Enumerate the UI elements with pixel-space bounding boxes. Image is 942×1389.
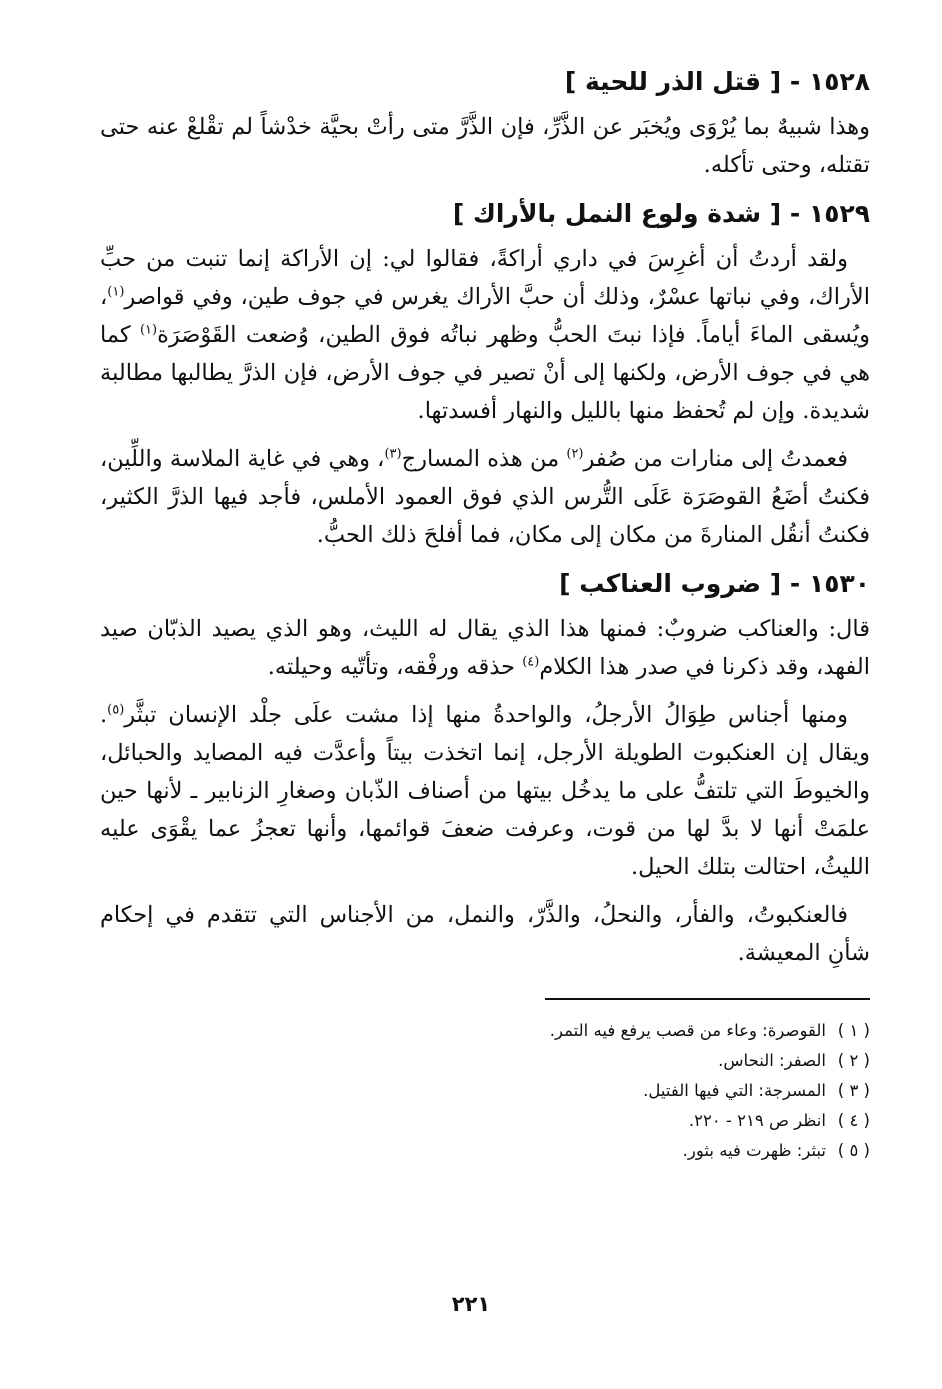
- section-1528: [100, 62, 870, 184]
- paragraph-text: من هذه المسارج: [401, 446, 567, 472]
- footnote-number: ( ٢ ): [837, 1051, 870, 1070]
- footnote-text: الصفر: النحاس.: [718, 1051, 826, 1070]
- paragraph-text: . ويقال إن العنكبوت الطويلة الأرجل، إنما اتخذت بيتاً وأعدَّت فيه المصايد والحبائل، والخيوطَ التي تلتفُّ على ما يدخُل بيتها من أصناف الذّبان وصغارِ الزنابير ـ لأنها حين علمَتْ أنها لا بدَّ لها من قوت، وعرفت ضعفَ قوائمها، وأنها تعجزُ عما يقْوَى عليه الليثُ، احتالت بتلك الحيل.: [100, 702, 870, 880]
- footnote: [100, 1106, 870, 1136]
- section-heading: ١٥٢٩ - [ شدة ولوع النمل بالأراك ]: [452, 199, 870, 228]
- footnote: [100, 1016, 870, 1046]
- footnote: [100, 1076, 870, 1106]
- paragraph-text: ، وهي في غاية الملاسة واللِّين، فكنتُ أضَعُ القوصَرَة عَلَى التُّرس الذي فوق العمود الأملس، فأجد فيها الذرَّ الكثير، فكنتُ أنقُل المنارةَ من مكان إلى مكان، فما أفلحَ ذلك الحبُّ.: [100, 446, 870, 548]
- paragraph: وهذا شبيهٌ بما يُرْوَى ويُخبَر عن الذَّرِّ، فإن الذَّرَّ متى رأتْ بحيَّة خدْشاً لم تقْلعْ عنه حتى تقتله، وحتى تأكله.: [100, 114, 870, 178]
- section-1530: [100, 564, 870, 972]
- section-heading: ١٥٣٠ - [ ضروب العناكب ]: [559, 569, 870, 598]
- footnote-ref: (٥): [107, 702, 125, 718]
- paragraph-text: ومنها أجناس طِوَالُ الأرجلُ، والواحدةُ منها إذا مشت علَى جلْد الإنسان تبثَّر: [124, 702, 848, 728]
- paragraph: فالعنكبوتُ، والفأر، والنحلُ، والذَّرّ، والنمل، من الأجناس التي تتقدم في إحكام شأنِ المعيشة.: [100, 902, 870, 966]
- paragraph: [100, 240, 870, 430]
- paragraph-text: فعمدتُ إلى منارات من صُفر: [583, 446, 848, 472]
- paragraph-text: ، ويُسقى الماءَ أياماً. فإذا نبتَ الحبُّ وظهر نباتُه فوق الطين، وُضعت القَوْصَرَة: [100, 284, 870, 348]
- page-number: ٢٢١: [451, 1292, 491, 1316]
- footnote-ref: (٢): [566, 446, 584, 462]
- footnote-number: ( ٤ ): [837, 1111, 870, 1130]
- footnote-text: المسرجة: التي فيها الفتيل.: [643, 1081, 826, 1100]
- paragraph: [100, 440, 870, 554]
- footnote-number: ( ١ ): [837, 1021, 870, 1040]
- footnote: [100, 1136, 870, 1166]
- footnote-text: انظر ص ٢١٩ - ٢٢٠.: [688, 1111, 826, 1130]
- section-heading: ١٥٢٨ - [ قتل الذر للحية ]: [564, 67, 870, 96]
- paragraph-text: ولقد أردتُ أن أغرِسَ في داري أراكةً، فقالوا لي: إن الأراكة إنما تنبت من حبِّ الأراك، وفي نباتها عسْرٌ، وذلك أن حبَّ الأراك يغرس في جوف طين، وفي قواصر: [100, 246, 870, 310]
- footnote: [100, 1046, 870, 1076]
- footnote-ref: (١): [139, 322, 158, 338]
- footnote-ref: (٤): [522, 654, 540, 670]
- paragraph-text: حذقه ورفْقه، وتأتّيه وحيلته.: [267, 654, 523, 680]
- footnotes: [100, 1016, 870, 1166]
- paragraph-text: قال: والعناكب ضروبٌ: فمنها هذا الذي يقال له الليث، وهو الذي يصيد الذبّان صيد الفهد، وقد ذكرنا في صدر هذا الكلام: [100, 616, 870, 680]
- paragraph: [100, 696, 870, 886]
- footnote-ref: (١): [107, 284, 125, 300]
- footnote-ref: (٣): [384, 446, 402, 462]
- paragraph: [100, 610, 870, 686]
- footnote-text: تبثر: ظهرت فيه بثور.: [682, 1141, 826, 1160]
- footnote-number: ( ٥ ): [837, 1141, 870, 1160]
- footnote-text: القوصرة: وعاء من قصب يرفع فيه التمر.: [549, 1021, 826, 1040]
- paragraph-text: كما هي في جوف الأرض، ولكنها إلى أنْ تصير في جوف الأرض، فإن الذرَّ يطالبها مطالبة شديدة. وإن لم تُحفظ منها بالليل والنهار أفسدتها.: [100, 322, 870, 424]
- footnote-number: ( ٣ ): [837, 1081, 870, 1100]
- section-1529: [100, 194, 870, 554]
- footnote-divider: [545, 998, 870, 1000]
